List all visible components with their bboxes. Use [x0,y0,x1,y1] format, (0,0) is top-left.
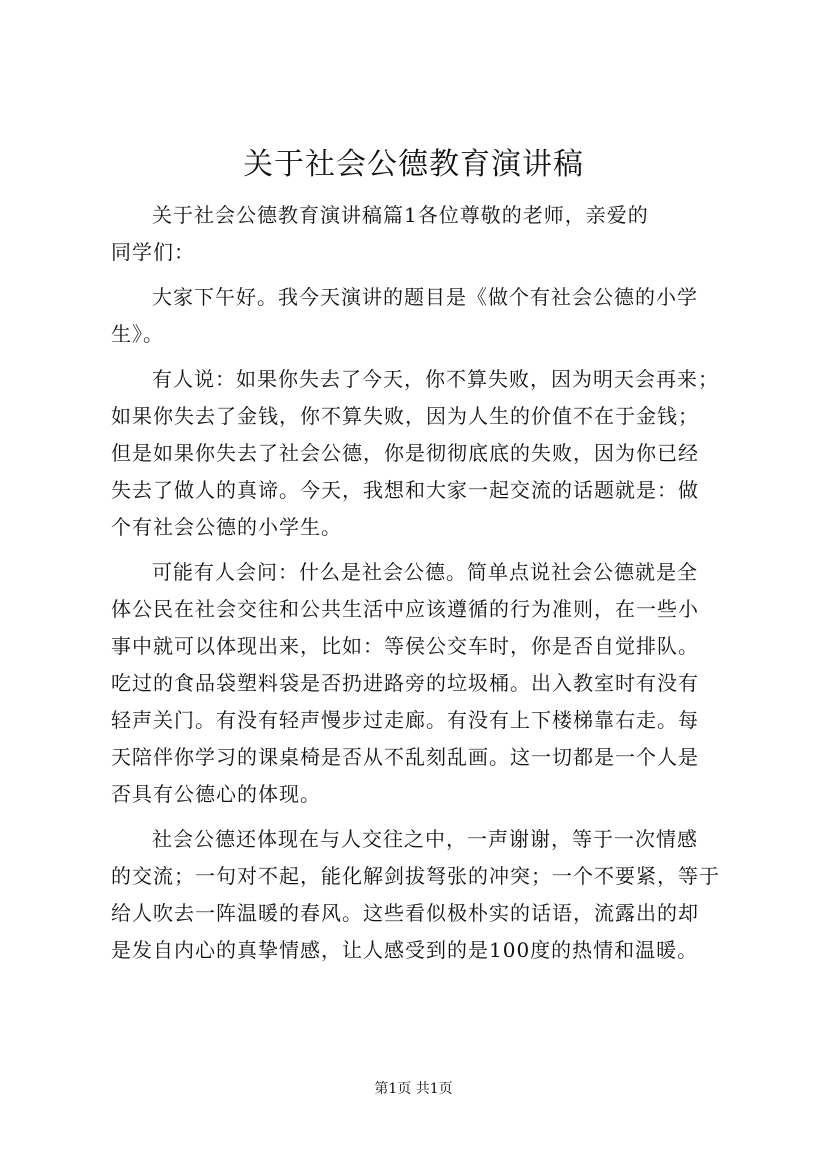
text-line: 是发自内心的真挚情感，让人感受到的是100度的热情和温暖。 [111,938,699,962]
document-title: 关于社会公德教育演讲稿 [243,147,584,182]
text-line: 同学们： [111,240,195,264]
text-line: 社会公德还体现在与人交往之中，一声谢谢，等于一次情感 [152,827,698,851]
text-line: 天陪伴你学习的课桌椅是否从不乱刻乱画。这一切都是一个人是 [111,745,699,769]
text-line: 吃过的食品袋塑料袋是否扔进路旁的垃圾桶。出入教室时有没有 [111,671,699,695]
page-footer: 第1页 共1页 [374,1081,453,1097]
text-line: 体公民在社会交往和公共生活中应该遵循的行为准则，在一些小 [111,597,699,621]
text-line: 给人吹去一阵温暖的春风。这些看似极朴实的话语，流露出的却 [111,901,699,925]
text-line: 个有社会公德的小学生。 [111,515,342,539]
text-line: 的交流；一句对不起，能化解剑拔弩张的冲突；一个不要紧，等于 [111,864,720,888]
text-line: 轻声关门。有没有轻声慢步过走廊。有没有上下楼梯靠右走。每 [111,708,699,732]
text-line: 有人说：如果你失去了今天，你不算失败，因为明天会再来； [152,367,719,391]
text-line: 事中就可以体现出来，比如：等侯公交车时，你是否自觉排队。 [111,634,699,658]
text-line: 但是如果你失去了社会公德，你是彻彻底底的失败，因为你已经 [111,441,699,465]
text-line: 生》。 [111,322,164,346]
text-line: 大家下午好。我今天演讲的题目是《做个有社会公德的小学 [152,285,698,309]
text-line: 可能有人会问：什么是社会公德。简单点说社会公德就是全 [152,560,698,584]
text-line: 如果你失去了金钱，你不算失败，因为人生的价值不在于金钱； [111,404,699,428]
document-body [111,197,741,969]
text-line: 关于社会公德教育演讲稿篇1各位尊敬的老师，亲爱的 [152,203,649,227]
text-line: 否具有公德心的体现。 [111,782,321,806]
text-line: 失去了做人的真谛。今天，我想和大家一起交流的话题就是：做 [111,478,699,502]
